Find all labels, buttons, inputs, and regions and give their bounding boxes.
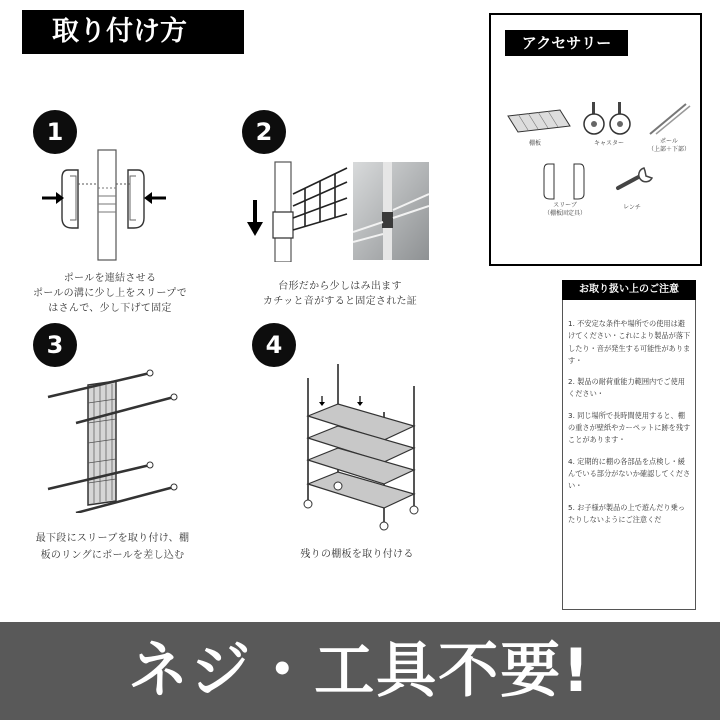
caption-line: カチッと音がすると固定された証 <box>262 296 418 307</box>
caption-line: 板のリングにポールを差し込む <box>40 550 185 561</box>
caution-item: 1. 不安定な条件や場所での使用は避けてください・これにより製品が落下したり・音が発生する可能性があります・ <box>568 319 691 365</box>
step-4-caption <box>262 547 452 562</box>
accessory-shelf-label: 棚板 <box>528 140 541 147</box>
step-1-caption <box>20 271 200 316</box>
caution-title: お取り扱い上のご注意 <box>562 280 696 300</box>
shelf-icon <box>506 106 572 136</box>
step-1-badge: 1 <box>33 110 77 154</box>
caution-item: 5. お子様が製品の上で遊んだり乗ったりしないようにご注意くだ <box>568 502 685 524</box>
step-2-photo <box>353 162 429 260</box>
page-title: 取り付け方 <box>22 10 244 54</box>
caption-line: はさんで、少し下げて固定 <box>48 303 172 314</box>
step-2-caption <box>240 279 440 309</box>
caption-line: 残りの棚板を取り付ける <box>300 549 414 560</box>
pole-label-line: ポール <box>660 138 678 145</box>
caution-item: 2. 製品の耐荷重能力範囲内でご使用ください・ <box>568 377 685 399</box>
step-4-illustration <box>298 360 428 532</box>
step-3-illustration <box>42 363 187 513</box>
accessory-title: アクセサリー <box>505 30 628 56</box>
step-2-illustration <box>245 160 350 262</box>
caution-item: 4. 定期的に棚の各部品を点検し・緩んでいる部分がないか確認してください・ <box>568 456 691 491</box>
accessory-sleeve-label <box>538 202 592 218</box>
caption-line: 台形だから少しはみ出ます <box>278 281 402 292</box>
caution-body <box>568 318 692 535</box>
caption-line: 最下段にスリーブを取り付け、棚 <box>35 533 190 544</box>
accessory-caster-label: キャスター <box>593 140 624 147</box>
sleeve-icon <box>538 162 590 200</box>
accessory-wrench-label: レンチ <box>623 204 641 211</box>
caster-icon <box>582 100 634 136</box>
step-3-badge: 3 <box>33 323 77 367</box>
step-4-badge: 4 <box>252 323 296 367</box>
step-2-badge: 2 <box>242 110 286 154</box>
accessory-pole-label <box>645 138 693 154</box>
sleeve-label-line: （棚板固定具） <box>543 210 586 217</box>
footer-banner: ネジ・工具不要! <box>0 622 720 720</box>
caption-line: ポールの溝に少し上をスリープで <box>32 288 188 299</box>
wrench-icon <box>610 166 656 196</box>
step-3-caption <box>20 530 205 564</box>
caption-line: ポールを連結させる <box>63 273 157 284</box>
sleeve-label-line: スリーブ <box>553 202 577 209</box>
caution-item: 3. 同じ場所で長時間使用すると、棚の重さが壁紙やカーペットに跡を残すことがあります・ <box>568 410 691 445</box>
step-1-illustration <box>40 148 180 263</box>
pole-label-line: （上部＋下部） <box>647 146 690 153</box>
pole-icon <box>646 100 692 136</box>
